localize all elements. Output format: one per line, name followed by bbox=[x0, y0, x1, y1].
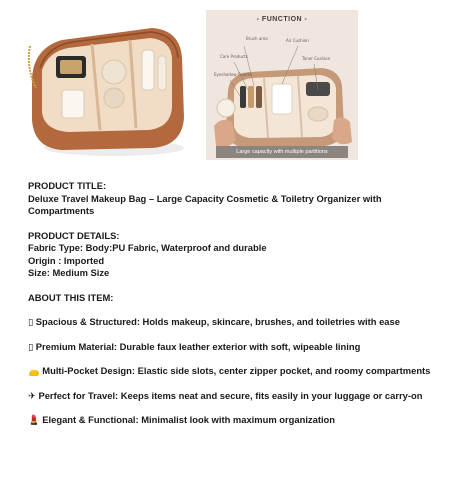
product-details-heading: PRODUCT DETAILS: bbox=[28, 229, 120, 241]
product-description bbox=[28, 180, 448, 427]
organizer-illustration bbox=[206, 10, 358, 160]
bullet-multipocket: 👝 Multi-Pocket Design: Elastic side slots, center zipper pocket, and roomy compartments bbox=[28, 365, 431, 376]
detail-origin: Origin : Imported bbox=[28, 254, 105, 266]
product-title-heading: PRODUCT TITLE: bbox=[28, 180, 107, 191]
bullet-premium: ▯ Premium Material: Durable faux leather exterior with soft, wipeable lining bbox=[28, 340, 361, 352]
detail-fabric: Fabric Type: Body:PU Fabric, Waterproof and durable bbox=[28, 242, 267, 253]
product-image-function[interactable] bbox=[206, 10, 358, 160]
product-image-main[interactable] bbox=[22, 8, 192, 160]
function-title: - FUNCTION - bbox=[256, 16, 308, 23]
label-toner-cushion: Toner Cushion bbox=[302, 56, 331, 61]
bullet-spacious: ▯ Spacious & Structured: Holds makeup, skincare, brushes, and toiletries with ease bbox=[28, 316, 400, 327]
bullet-elegant: 💄 Elegant & Functional: Minimalist look with maximum organization bbox=[28, 414, 336, 425]
label-air-cushion: Air Cushion bbox=[286, 38, 309, 43]
detail-size: Size: Medium Size bbox=[28, 267, 110, 278]
label-care-products: Care Products bbox=[220, 54, 248, 59]
makeup-bag-illustration bbox=[22, 8, 192, 160]
function-caption: Large capacity with multiple partitions bbox=[216, 146, 348, 158]
about-heading: ABOUT THIS ITEM: bbox=[28, 291, 114, 303]
label-brush-area: Brush area bbox=[246, 36, 268, 41]
label-eyeshadow: Eyeshadow Palette bbox=[214, 72, 252, 77]
bullet-travel: ✈ Perfect for Travel: Keeps items neat and secure, fits easily in your luggage or carry-on bbox=[28, 389, 423, 401]
product-title: Deluxe Travel Makeup Bag – Large Capacity Cosmetic & Toiletry Organizer with Compartments bbox=[28, 192, 382, 216]
